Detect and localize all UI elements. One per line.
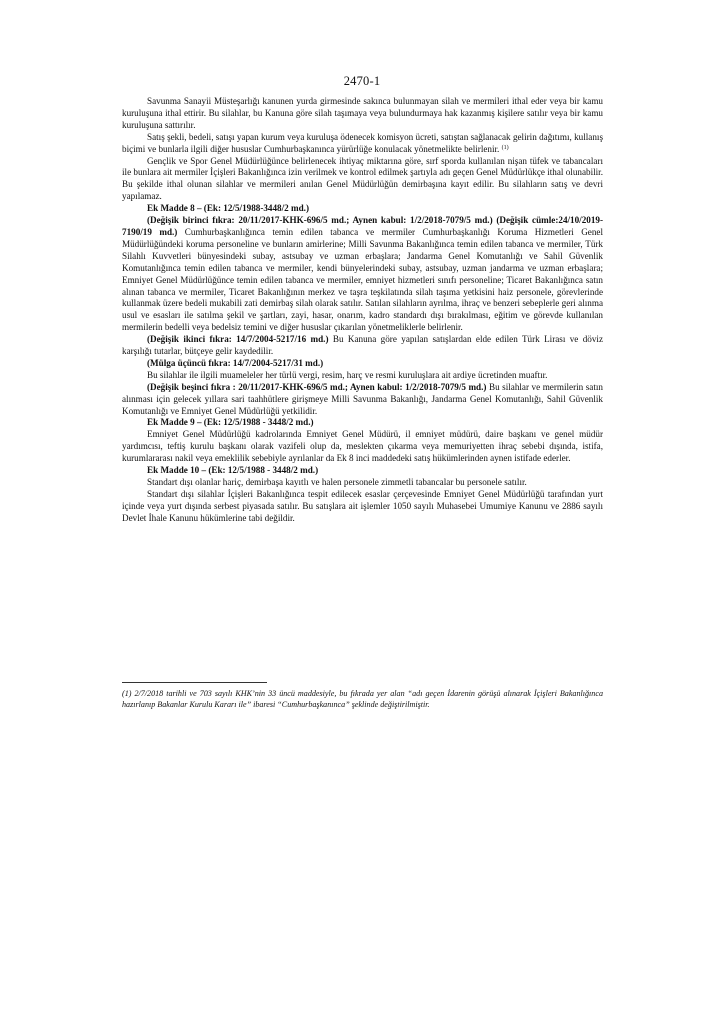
footnote-text: (1) 2/7/2018 tarihli ve 703 sayılı KHK’nin 33 üncü maddesiyle, bu fıkrada yer alan “adı geçen İdarenin görüşü alınarak İçişleri Bakanlığınca hazırlanıp Bakanlar Kurulu Kararı ile” ibaresi “Cumhurbaşkanınca” şeklinde değiştirilmiştir.	[122, 689, 603, 710]
paragraph-text: Emniyet Genel Müdürlüğü kadrolarında Emniyet Genel Müdürü, il emniyet müdürü, daire başkanı ve genel müdür yardımcısı, teftiş kurulu başkanı olarak vazifeli olup da, meslekten çıkarma veya memuriyetten ihraç sebebi dışında, istifa, kurumlararası nakil veya emeklilik sebebiyle ayrılanlar da Ek 8 inci maddedeki satış hükümlerinden aynen istifade ederler.	[122, 429, 603, 464]
paragraph-text: Bu silahlar ile ilgili muameleler her türlü vergi, resim, harç ve resmi kuruluşlara ait ardiye ücretinden muaftır.	[147, 369, 548, 380]
paragraph	[122, 489, 603, 525]
paragraph	[122, 96, 603, 132]
page-number: 2470-1	[343, 74, 381, 88]
bold-text: (Mülga üçüncü fıkra: 14/7/2004-5217/31 md.)	[147, 357, 324, 368]
paragraph-text: Bu Kanuna göre yapılan satışlardan elde edilen Türk Lirası ve döviz karşılığı tutarlar, bütçeye gelir kaydedilir.	[122, 334, 604, 357]
footnote-ref: (1)	[501, 144, 509, 151]
paragraph-text: Bu silahlar ve mermilerin satın alınması için gelecek yıllara sari taahhütlere girişmeye Milli Savunma Bakanlığı, Jandarma Genel Komutanlığı, Sahil Güvenlik Komutanlığı ve Emniyet Genel Müdürlüğü yetkilidir.	[122, 381, 603, 416]
paragraph	[122, 358, 603, 370]
paragraph-text: Satış şekli, bedeli, satışı yapan kurum veya kuruluşa ödenecek komisyon ücreti, satıştan sağlanacak gelirin dağıtımı, kullanış biçimi ve bunlarla ilgili diğer hususlar Cumhurbaşkanınca yürürlüğe konulacak yönetmelikte belirlenir.	[122, 131, 603, 154]
paragraph	[122, 334, 603, 358]
paragraph	[122, 465, 603, 477]
bold-text: (Değişik ikinci fıkra: 14/7/2004-5217/16 md.)	[147, 334, 329, 345]
paragraph	[122, 132, 603, 156]
paragraph-text: Savunma Sanayii Müsteşarlığı kanunen yurda girmesinde sakınca bulunmayan silah ve mermileri ithal eder veya bir kamu kuruluşuna ithal ettirir. Bu silahlar, bu Kanuna göre silah taşımaya veya bulundurmaya hak kazanmış kişilere satılır veya bir kamu kuruluşuna sattırılır.	[122, 96, 603, 130]
paragraph	[122, 370, 603, 382]
paragraph-text: Standart dışı olanlar hariç, demirbaşa kayıtlı ve halen personele zimmetli tabancalar bu personele satılır.	[147, 477, 527, 487]
footnote-area	[122, 688, 603, 711]
paragraph-text: Cumhurbaşkanlığınca temin edilen tabanca ve mermiler Cumhurbaşkanlığı Koruma Hizmetleri Genel Müdürlüğündeki koruma personeline ve bunların amirlerine; Milli Savunma Bakanlığınca temin edilen tabanca ve mermiler, Türk Silahlı Kuvvetleri bünyesindeki subay, astsubay ve uzman erbaşlara; Jandarma Genel Komutanlığı ve Sahil Güvenlik Komutanlığınca temin edilen tabanca ve mermiler, kendi bünyelerindeki subay, astsubay, uzman jandarma ve uzman erbaşlara; Emniyet Genel Müdürlüğünce temin edilen tabanca ve mermiler, emniyet hizmetleri sınıfı personeline; Ticaret Bakanlığınca satın alınan tabanca ve mermiler, Ticaret Bakanlığının merkez ve taşra teşkilatında silah taşıma yetkisini haiz personele, görevlerinde kullanmak üzere bedeli mukabili zati demirbaş silah olarak satılır. Satılan silahların ayrılma, ihraç ve benzeri sebeplerle geri alınma usul ve esasları ile satılma şekil ve şartları, zayi, hasar, onarım, kadro standardı dışı bırakılması, eğitim ve görevde kullanılan mermilerin bedelli veya bedelsiz temini ve diğer hususlar çıkarılan yönetmeliklerle belirlenir.	[122, 226, 604, 333]
bold-text: (Değişik birinci fıkra: 20/11/2017-KHK-696/5 md.; Aynen kabul: 1/2/2018-7079/5 md.) (Değişik cümle:24/10/2019-7190/19 md.)	[122, 215, 603, 237]
document-body	[122, 96, 603, 525]
bold-text: Ek Madde 9 – (Ek: 12/5/1988 - 3448/2 md.)	[147, 417, 314, 428]
paragraph-text: Standart dışı silahlar İçişleri Bakanlığınca tespit edilecek esaslar çerçevesinde Emniyet Genel Müdürlüğü tarafından yurt içinde veya yurt dışında serbest piyasada satılır. Bu satışlara ait işlemler 1050 sayılı Muhasebei Umumiye Kanunu ve 2886 sayılı Devlet İhale Kanunu hükümlerine tabi değildir.	[122, 488, 603, 523]
paragraph	[122, 156, 603, 204]
paragraph	[122, 429, 603, 465]
footnote-separator	[122, 682, 267, 683]
bold-text: (Değişik beşinci fıkra : 20/11/2017-KHK-696/5 md.; Aynen kabul: 1/2/2018-7079/5 md.)	[147, 381, 487, 392]
paragraph	[122, 203, 603, 215]
paragraph	[122, 382, 603, 418]
bold-text: Ek Madde 10 – (Ek: 12/5/1988 - 3448/2 md.)	[147, 465, 319, 476]
paragraph	[122, 215, 603, 334]
bold-text: Ek Madde 8 – (Ek: 12/5/1988-3448/2 md.)	[147, 203, 309, 214]
paragraph-text: Gençlik ve Spor Genel Müdürlüğünce belirlenecek ihtiyaç miktarına göre, sırf sporda kullanılan nişan tüfek ve tabancaları ile bunlara ait mermiler İçişleri Bakanlığınca izin verilmek ve kontrol edilmek şartıyla adı geçen Genel Müdürlükçe ithal olunabilir. Bu şekilde ithal olunan silahlar ve mermileri anılan Genel Müdürlüğün demirbaşına kayıt edilir. Bu silahların satış ve devri yapılamaz.	[122, 155, 603, 202]
paragraph	[122, 417, 603, 429]
paragraph	[122, 477, 603, 489]
